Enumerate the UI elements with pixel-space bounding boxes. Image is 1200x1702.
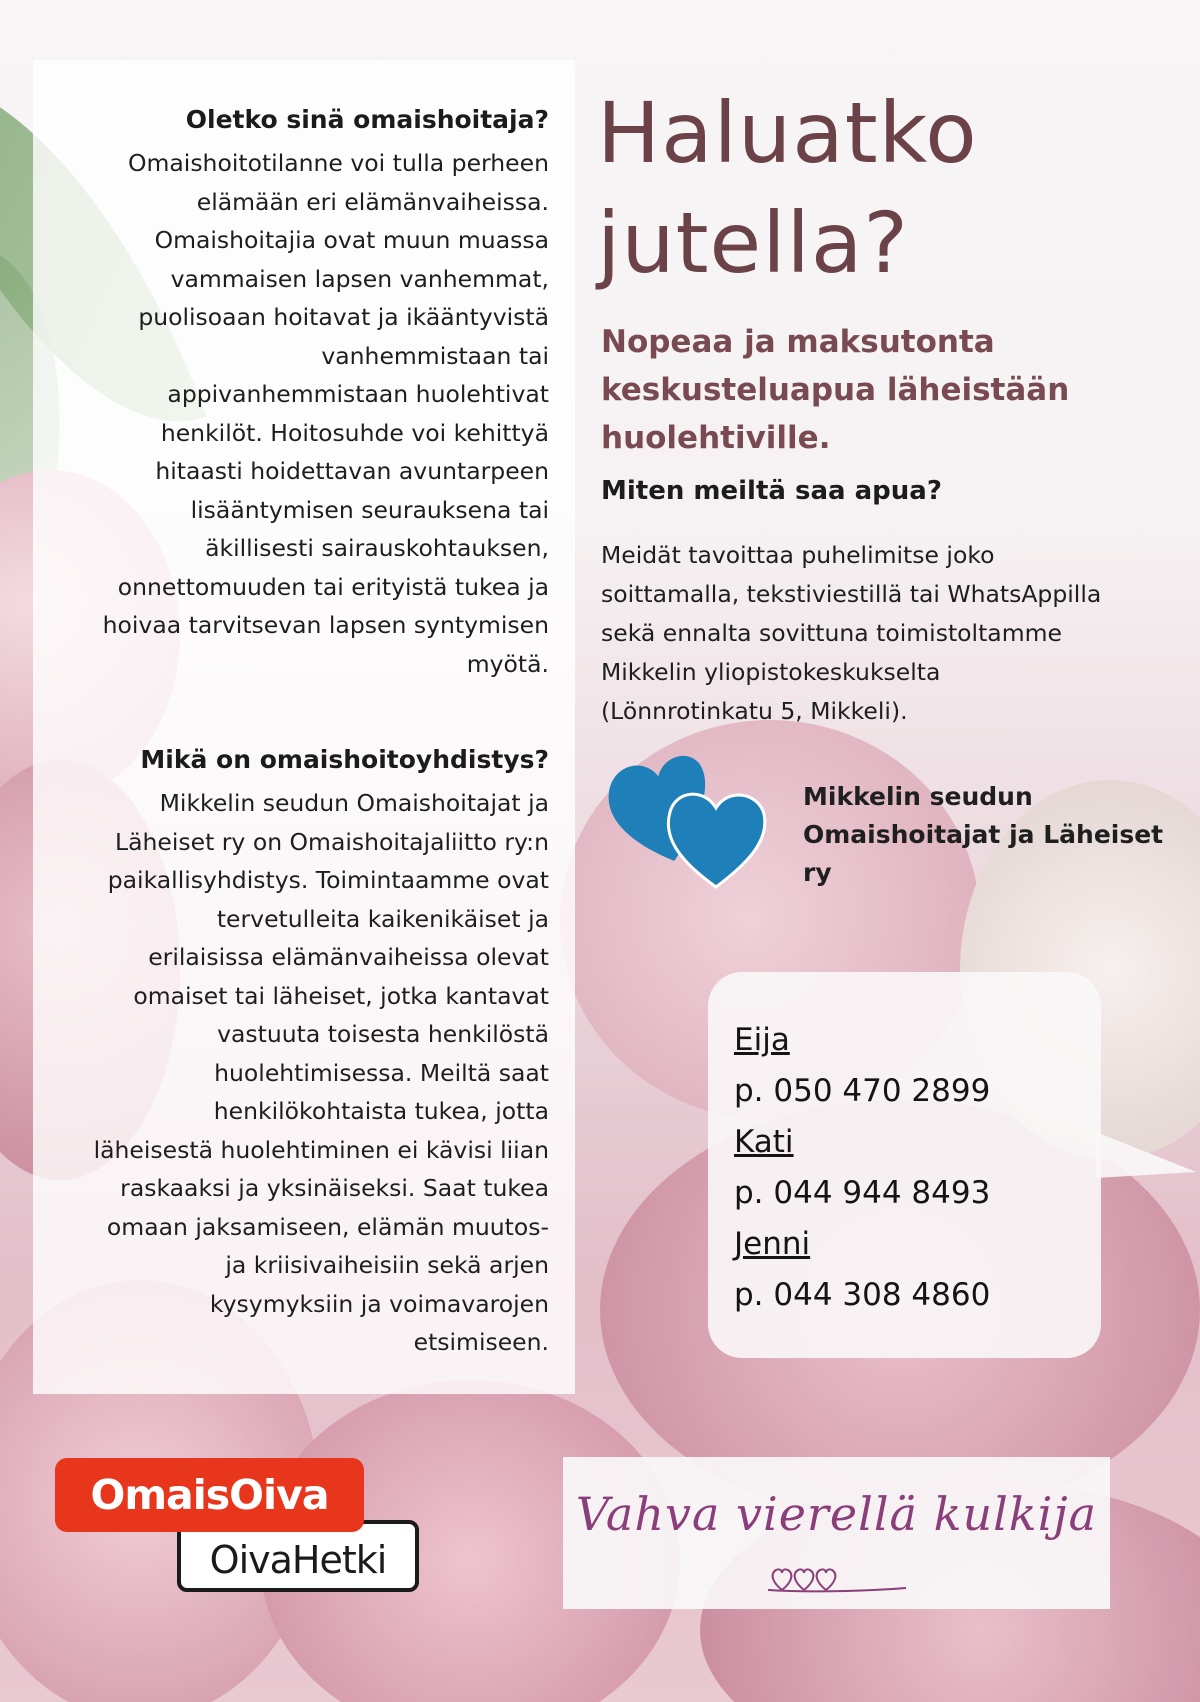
association-body <box>49 784 549 1362</box>
subtitle <box>601 318 1161 462</box>
body-line: puolisoaan hoitavat ja ikääntyvistä <box>138 303 549 331</box>
title-line: Haluatko <box>597 84 978 182</box>
speech-tail-icon <box>1096 1132 1196 1192</box>
title-line: jutella? <box>597 194 909 292</box>
section-association <box>49 744 549 1362</box>
page-title <box>597 78 1157 298</box>
body-line: äkillisesti sairauskohtauksen, <box>205 534 549 562</box>
body-line: elämään eri elämänvaiheissa. <box>196 187 549 216</box>
contact-list <box>734 1016 990 1322</box>
body-line: Läheiset ry on Omaishoitajaliitto ry:n <box>115 827 549 856</box>
body-line: omaan jaksamiseen, elämän muutos- <box>106 1212 549 1241</box>
body-line: Omaishoitotilanne voi tulla perheen <box>128 149 549 177</box>
body-line: läheisestä huolehtiminen ei kävisi liian <box>93 1135 549 1164</box>
body-line: omaiset tai läheiset, jotka kantavat <box>133 981 549 1010</box>
body-line: henkilöt. Hoitosuhde voi kehittyä <box>160 418 549 447</box>
body-line: lisääntymisen seurauksena tai <box>190 495 549 524</box>
body-line: soittamalla, tekstiviestillä tai WhatsAppilla <box>601 580 1102 608</box>
body-line: onnettomuuden tai erityistä tukea ja <box>117 572 549 601</box>
org-line: Omaishoitajat ja Läheiset ry <box>803 820 1164 887</box>
contact-phone: p. 044 308 4860 <box>734 1277 991 1313</box>
association-heading: Mikä on omaishoitoyhdistys? <box>140 745 549 774</box>
body-line: raskaaksi ja yksinäiseksi. Saat tukea <box>120 1174 549 1202</box>
body-line: sekä ennalta sovittuna toimistoltamme <box>601 619 1062 647</box>
body-line: (Lönnrotinkatu 5, Mikkeli). <box>601 697 908 725</box>
subtitle-line: Nopeaa ja maksutonta <box>601 324 995 360</box>
body-line: vammaisen lapsen vanhemmat, <box>170 264 549 293</box>
organization-name <box>803 778 1200 892</box>
slogan-box <box>563 1457 1110 1609</box>
body-line: Mikkelin yliopistokeskukselta <box>601 658 941 686</box>
oivahetki-label: OivaHetki <box>177 1520 419 1592</box>
body-line: ja kriisivaiheisiin sekä arjen <box>225 1251 549 1279</box>
body-line: hoivaa tarvitsevan lapsen syntymisen <box>102 611 549 639</box>
body-line: appivanhemmistaan huolehtivat <box>167 380 549 408</box>
contact-name: Jenni <box>734 1226 811 1262</box>
contact-phone: p. 044 944 8493 <box>734 1175 991 1211</box>
org-line: Mikkelin seudun <box>803 782 1033 811</box>
slogan: Vahva vierellä kulkija <box>575 1487 1098 1541</box>
caregiver-body <box>49 144 549 683</box>
body-line: huolehtimisessa. Meiltä saat <box>214 1058 549 1087</box>
body-line: vastuuta toisesta henkilöstä <box>217 1020 549 1048</box>
small-hearts-icon <box>768 1562 908 1596</box>
contact-name: Kati <box>734 1124 794 1160</box>
body-line: henkilökohtaista tukea, jotta <box>213 1097 549 1125</box>
contact-phone: p. 050 470 2899 <box>734 1073 991 1109</box>
how-heading: Miten meiltä saa apua? <box>601 476 942 506</box>
body-line: myötä. <box>466 649 549 678</box>
hearts-logo-icon <box>604 752 784 892</box>
body-line: tervetulleita kaikenikäiset ja <box>216 904 549 933</box>
how-body <box>601 536 1161 731</box>
section-caregiver <box>49 104 549 683</box>
body-line: kysymyksiin ja voimavarojen <box>209 1289 549 1318</box>
body-line: hitaasti hoidettavan avuntarpeen <box>155 457 549 485</box>
subtitle-line: huolehtiville. <box>601 420 831 456</box>
info-panel <box>33 60 575 1394</box>
subtitle-line: keskusteluapua läheistään <box>601 372 1070 408</box>
body-line: erilaisissa elämänvaiheissa olevat <box>148 943 549 971</box>
body-line: paikallisyhdistys. Toimintaamme ovat <box>107 866 549 894</box>
body-line: etsimiseen. <box>413 1328 549 1356</box>
body-line: Meidät tavoittaa puhelimitse joko <box>601 541 995 569</box>
contact-name: Eija <box>734 1022 790 1058</box>
caregiver-heading: Oletko sinä omaishoitaja? <box>185 105 549 134</box>
body-line: Omaishoitajia ovat muun muassa <box>154 226 549 254</box>
body-line: vanhemmistaan tai <box>321 341 549 370</box>
omaisoiva-label: OmaisOiva <box>55 1458 364 1532</box>
body-line: Mikkelin seudun Omaishoitajat ja <box>159 789 549 817</box>
omaisoiva-logo <box>55 1458 435 1598</box>
